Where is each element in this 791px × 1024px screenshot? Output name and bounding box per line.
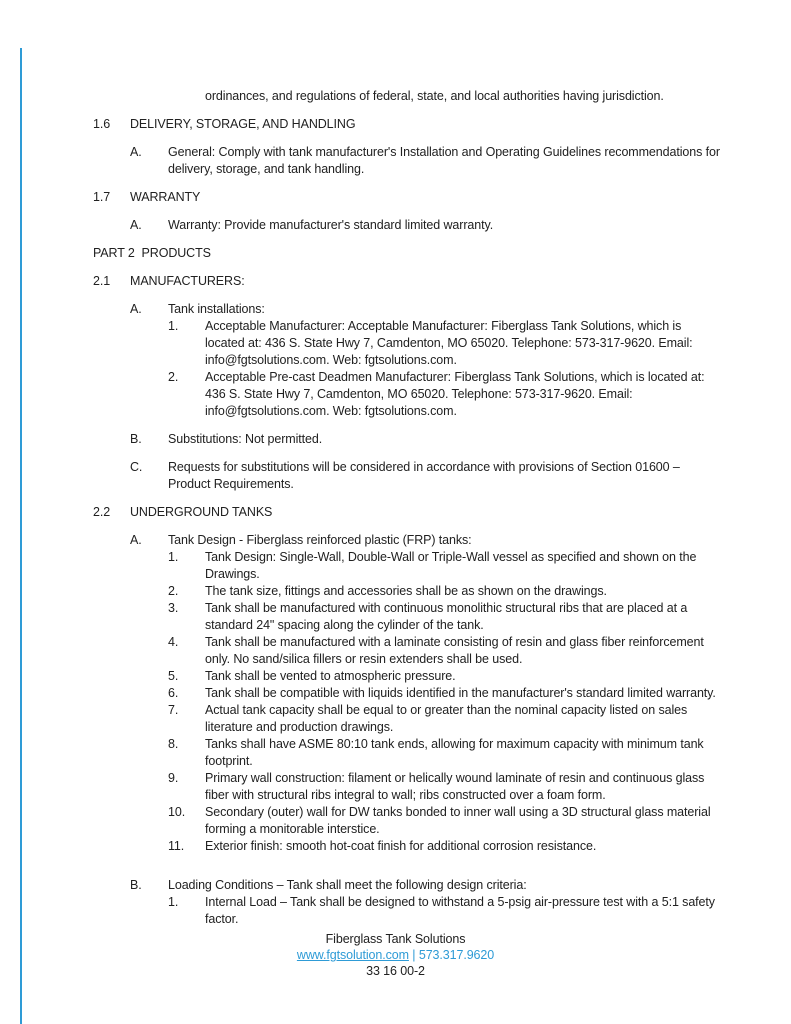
clause-letter: A. bbox=[130, 218, 142, 232]
list-item-2-2-a-2 bbox=[93, 583, 722, 600]
list-item-2-2-b-1 bbox=[93, 894, 722, 928]
section-heading-2-2 bbox=[93, 504, 722, 521]
list-item-2-2-a-11 bbox=[93, 838, 722, 855]
list-item-2-2-a-5 bbox=[93, 668, 722, 685]
clause-text: Substitutions: Not permitted. bbox=[168, 432, 323, 446]
item-text: Tank Design: Single-Wall, Double-Wall or Triple-Wall vessel as specified and shown on the Drawings. bbox=[205, 550, 697, 581]
section-number: 1.6 bbox=[93, 117, 111, 131]
list-item-2-2-a-3 bbox=[93, 600, 722, 634]
section-title: WARRANTY bbox=[130, 190, 201, 204]
clause-text: General: Comply with tank manufacturer's Installation and Operating Guidelines recommendations for delivery, storage, and tank handling. bbox=[168, 145, 720, 176]
section-title: UNDERGROUND TANKS bbox=[130, 505, 273, 519]
item-number: 6. bbox=[168, 686, 179, 700]
page-footer bbox=[0, 931, 791, 979]
item-text: Secondary (outer) wall for DW tanks bonded to inner wall using a 3D structural glass material forming a monitorable interstice. bbox=[205, 805, 711, 836]
part-title: PART 2 PRODUCTS bbox=[93, 246, 211, 260]
clause-letter: B. bbox=[130, 432, 142, 446]
footer-separator: | bbox=[408, 948, 419, 962]
section-number: 1.7 bbox=[93, 190, 111, 204]
list-item-2-2-a-9 bbox=[93, 770, 722, 804]
item-text: Acceptable Manufacturer: Acceptable Manufacturer: Fiberglass Tank Solutions, which is located at: 436 S. State Hwy 7, Camdenton, MO 65020. Telephone: 573-317-9620. Email: info@fgtsolutions.com. Web: fgtsolutions.com. bbox=[205, 319, 693, 367]
item-text: Primary wall construction: filament or helically wound laminate of resin and continuous glass fiber with structural ribs integral to wall; ribs constructed over a foam form. bbox=[205, 771, 705, 802]
item-text: The tank size, fittings and accessories shall be as shown on the drawings. bbox=[205, 584, 607, 598]
item-number: 4. bbox=[168, 635, 179, 649]
item-number: 2. bbox=[168, 370, 179, 384]
clause-1-7-a bbox=[93, 217, 722, 234]
clause-2-2-a bbox=[93, 532, 722, 549]
item-text: Tank shall be manufactured with a laminate consisting of resin and glass fiber reinforcement only. No sand/silica fillers or resin extenders shall be used. bbox=[205, 635, 704, 666]
item-text: Actual tank capacity shall be equal to or greater than the nominal capacity listed on sales literature and production drawings. bbox=[205, 703, 688, 734]
paragraph-text: ordinances, and regulations of federal, state, and local authorities having jurisdiction. bbox=[205, 89, 664, 103]
item-number: 1. bbox=[168, 550, 179, 564]
section-title: DELIVERY, STORAGE, AND HANDLING bbox=[130, 117, 356, 131]
section-title: MANUFACTURERS: bbox=[130, 274, 245, 288]
clause-2-1-b bbox=[93, 431, 722, 448]
item-number: 7. bbox=[168, 703, 179, 717]
footer-company: Fiberglass Tank Solutions bbox=[325, 932, 466, 946]
section-heading-2-1 bbox=[93, 273, 722, 290]
footer-contact-line bbox=[0, 947, 791, 963]
clause-text: Loading Conditions – Tank shall meet the following design criteria: bbox=[168, 878, 527, 892]
clause-2-1-c bbox=[93, 459, 722, 493]
clause-text: Tank Design - Fiberglass reinforced plastic (FRP) tanks: bbox=[168, 533, 472, 547]
item-number: 9. bbox=[168, 771, 179, 785]
item-number: 10. bbox=[168, 805, 186, 819]
item-text: Acceptable Pre-cast Deadmen Manufacturer: Fiberglass Tank Solutions, which is located at: 436 S. State Hwy 7, Camdenton, MO 65020. Telephone: 573-317-9620. Email: info@fgtsolutions.com. Web: fgtsolutions.com. bbox=[205, 370, 705, 418]
list-item-2-2-a-8 bbox=[93, 736, 722, 770]
clause-letter: A. bbox=[130, 302, 142, 316]
footer-page-number: 33 16 00-2 bbox=[366, 964, 425, 978]
item-number: 1. bbox=[168, 895, 179, 909]
footer-phone: 573.317.9620 bbox=[418, 948, 495, 962]
list-item-2-2-a-10 bbox=[93, 804, 722, 838]
item-number: 5. bbox=[168, 669, 179, 683]
item-text: Tank shall be compatible with liquids identified in the manufacturer's standard limited warranty. bbox=[205, 686, 716, 700]
paragraph-continuation bbox=[93, 88, 722, 105]
clause-text: Tank installations: bbox=[168, 302, 265, 316]
section-heading-1-6 bbox=[93, 116, 722, 133]
clause-1-6-a bbox=[93, 144, 722, 178]
clause-letter: A. bbox=[130, 533, 142, 547]
item-number: 8. bbox=[168, 737, 179, 751]
list-item-2-2-a-4 bbox=[93, 634, 722, 668]
section-heading-1-7 bbox=[93, 189, 722, 206]
part-heading-2 bbox=[93, 245, 722, 262]
clause-letter: B. bbox=[130, 878, 142, 892]
list-item-2-2-a-6 bbox=[93, 685, 722, 702]
spec-content bbox=[93, 88, 722, 979]
item-number: 11. bbox=[168, 839, 185, 853]
item-text: Tank shall be manufactured with continuous monolithic structural ribs that are placed at a standard 24" spacing along the cylinder of the tank. bbox=[205, 601, 688, 632]
clause-2-2-b bbox=[93, 877, 722, 894]
section-number: 2.2 bbox=[93, 505, 111, 519]
item-text: Exterior finish: smooth hot-coat finish for additional corrosion resistance. bbox=[205, 839, 597, 853]
item-number: 1. bbox=[168, 319, 179, 333]
item-text: Tanks shall have ASME 80:10 tank ends, allowing for maximum capacity with minimum tank footprint. bbox=[205, 737, 704, 768]
footer-website-link[interactable]: www.fgtsolution.com bbox=[296, 948, 409, 962]
clause-2-1-a bbox=[93, 301, 722, 318]
item-text: Internal Load – Tank shall be designed to withstand a 5-psig air-pressure test with a 5:1 safety factor. bbox=[205, 895, 715, 926]
list-item-2-1-a-2 bbox=[93, 369, 722, 420]
left-accent-line bbox=[20, 48, 22, 1024]
clause-letter: A. bbox=[130, 145, 142, 159]
item-number: 3. bbox=[168, 601, 179, 615]
clause-text: Warranty: Provide manufacturer's standard limited warranty. bbox=[168, 218, 494, 232]
clause-letter: C. bbox=[130, 460, 143, 474]
clause-text: Requests for substitutions will be considered in accordance with provisions of Section 01600 – Product Requirements. bbox=[168, 460, 680, 491]
list-item-2-2-a-7 bbox=[93, 702, 722, 736]
section-number: 2.1 bbox=[93, 274, 111, 288]
item-text: Tank shall be vented to atmospheric pressure. bbox=[205, 669, 456, 683]
list-item-2-2-a-1 bbox=[93, 549, 722, 583]
list-item-2-1-a-1 bbox=[93, 318, 722, 369]
item-number: 2. bbox=[168, 584, 179, 598]
